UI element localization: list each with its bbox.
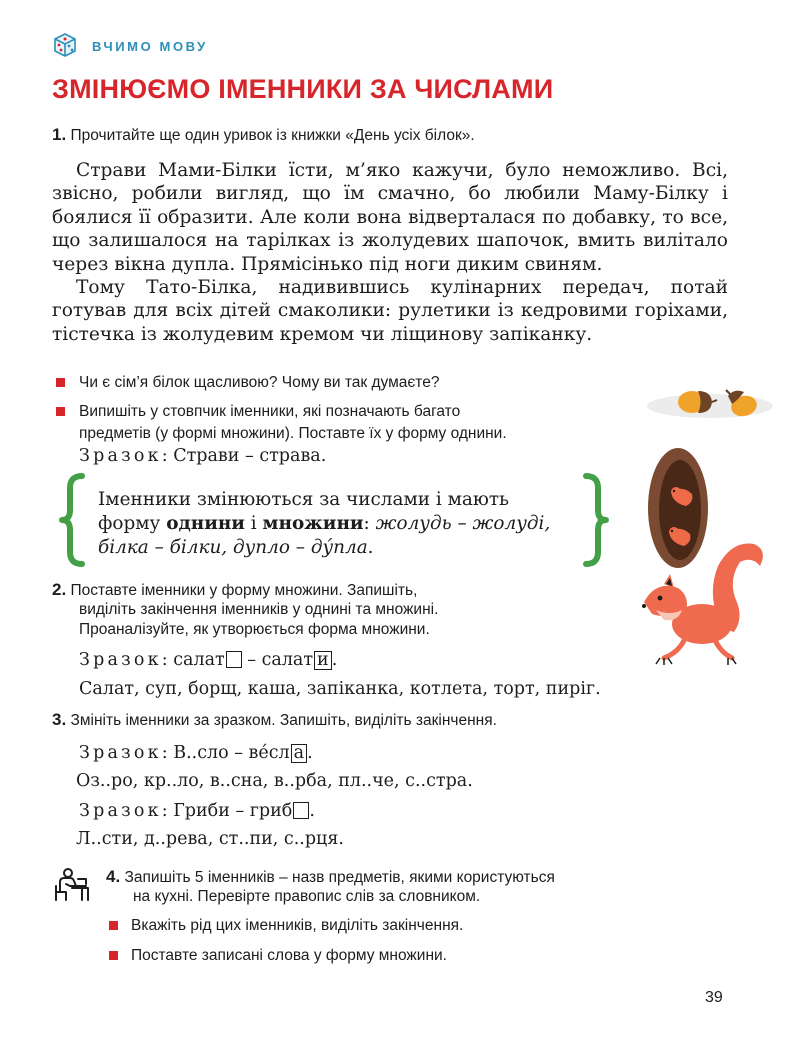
sample-text: : салат	[161, 650, 225, 670]
rule-example: жолудь – жолуді,	[375, 513, 551, 534]
rule-text-part: :	[363, 513, 376, 534]
task-4-bullet: Поставте записані слова у форму множини.	[131, 947, 447, 964]
empty-ending-box	[293, 802, 309, 819]
left-brace-icon	[58, 472, 86, 568]
task-3-heading	[52, 710, 497, 731]
story-paragraph: Страви Мами-Білки їсти, м’яко кажучи, було неможливо. Всі, звісно, робили вигляд, що їм смачно, бо любили Маму-Білку і боялися її образити. Але коли вона відверталася по добавку, то все, що залишалося на тарілках із жолудевих шапочок, вмить вилітало через вікна дупла. Прямісінько під ноги диким свиням.	[52, 160, 728, 275]
ending-box: и	[314, 651, 332, 670]
squirrel-illustration	[636, 536, 778, 670]
sample-line	[79, 801, 315, 821]
sample-text: : Страви – страва.	[161, 446, 327, 466]
task-number: 4.	[106, 867, 121, 886]
rule-term-plural: множини	[262, 513, 364, 534]
task-4-line: Запишіть 5 іменників – назв предметів, якими користуються	[124, 869, 555, 886]
bullet-square-icon	[109, 951, 118, 960]
rule-box	[98, 488, 572, 560]
sample-label: Зразок	[79, 650, 162, 670]
page-number: 39	[705, 989, 723, 1006]
task-1-instruction: Прочитайте ще один уривок із книжки «День усіх білок».	[70, 127, 475, 144]
bullet-square-icon	[56, 378, 65, 387]
rule-line	[98, 536, 572, 560]
task-1-heading	[52, 125, 475, 146]
sample-label: Зразок	[79, 743, 162, 763]
right-brace-icon	[582, 472, 610, 568]
story-excerpt	[52, 159, 728, 346]
task-3-instruction: Змініть іменники за зразком. Запишіть, виділіть закінчення.	[70, 712, 497, 729]
rule-text-part: і	[244, 513, 263, 534]
sample-text: : Гриби – гриб	[161, 801, 293, 821]
task-number: 1.	[52, 125, 67, 144]
word-list: Оз..ро, кр..ло, в..сна, в..рба, пл..че, с..стра.	[76, 771, 473, 791]
sample-text: – салат	[241, 650, 314, 670]
sample-line	[79, 650, 337, 670]
sample-line	[79, 743, 313, 763]
task-number: 3.	[52, 710, 67, 729]
sample-text: .	[307, 743, 313, 763]
question-line: Випишіть у стовпчик іменники, які позначають багато	[79, 403, 461, 420]
ending-box: а	[291, 744, 307, 763]
student-at-desk-icon	[52, 866, 92, 906]
task-4-heading	[106, 867, 555, 888]
bullet-square-icon	[109, 921, 118, 930]
rule-term-singular: однини	[166, 513, 245, 534]
rule-example: білка – білки, дупло – ду́пла	[98, 537, 368, 558]
task-2-line: Проаналізуйте, як утворюється форма множини.	[79, 621, 430, 638]
task-2-line: виділіть закінчення іменників у однині та множині.	[79, 601, 439, 618]
story-paragraph: Тому Тато-Білка, надивившись кулінарних передач, потай готував для всіх дітей смаколики: рулетики із кедровими горіхами, тістечка із жолудевим кремом чи ліщинову запіканку.	[52, 277, 728, 345]
rule-text-part: форму	[98, 513, 167, 534]
rule-text-part: .	[367, 537, 374, 558]
sample-text: .	[331, 650, 338, 670]
task-4-bullet: Вкажіть рід цих іменників, виділіть закінчення.	[131, 917, 464, 934]
task-2-line: Поставте іменники у форму множини. Запишіть,	[70, 582, 418, 599]
acorns-illustration	[646, 382, 778, 422]
task-2-heading	[52, 580, 417, 601]
question-line: предметів (у формі множини). Поставте їх у форму однини.	[79, 425, 507, 442]
section-tag: ВЧИМО МОВУ	[92, 39, 208, 54]
question-line: Чи є сім’я білок щасливою? Чому ви так думаєте?	[79, 374, 440, 391]
sample-label: Зразок	[79, 446, 162, 466]
rule-line: Іменники змінюються за числами і мають	[98, 489, 510, 510]
empty-ending-box	[226, 651, 242, 668]
word-list: Л..сти, д..рева, ст..пи, с..рця.	[76, 829, 344, 849]
task-4-line: на кухні. Перевірте правопис слів за словником.	[133, 888, 481, 905]
rule-line	[98, 512, 572, 536]
sample-line	[79, 446, 326, 466]
bullet-square-icon	[56, 407, 65, 416]
dice-icon	[52, 32, 78, 58]
sample-text: : В..сло – ве́сл	[161, 743, 290, 763]
word-list: Салат, суп, борщ, каша, запіканка, котлета, торт, пиріг.	[79, 679, 601, 699]
sample-text: .	[309, 801, 315, 821]
page-title: ЗМІНЮЄМО ІМЕННИКИ ЗА ЧИСЛАМИ	[52, 74, 554, 104]
sample-label: Зразок	[79, 801, 162, 821]
task-number: 2.	[52, 580, 67, 599]
